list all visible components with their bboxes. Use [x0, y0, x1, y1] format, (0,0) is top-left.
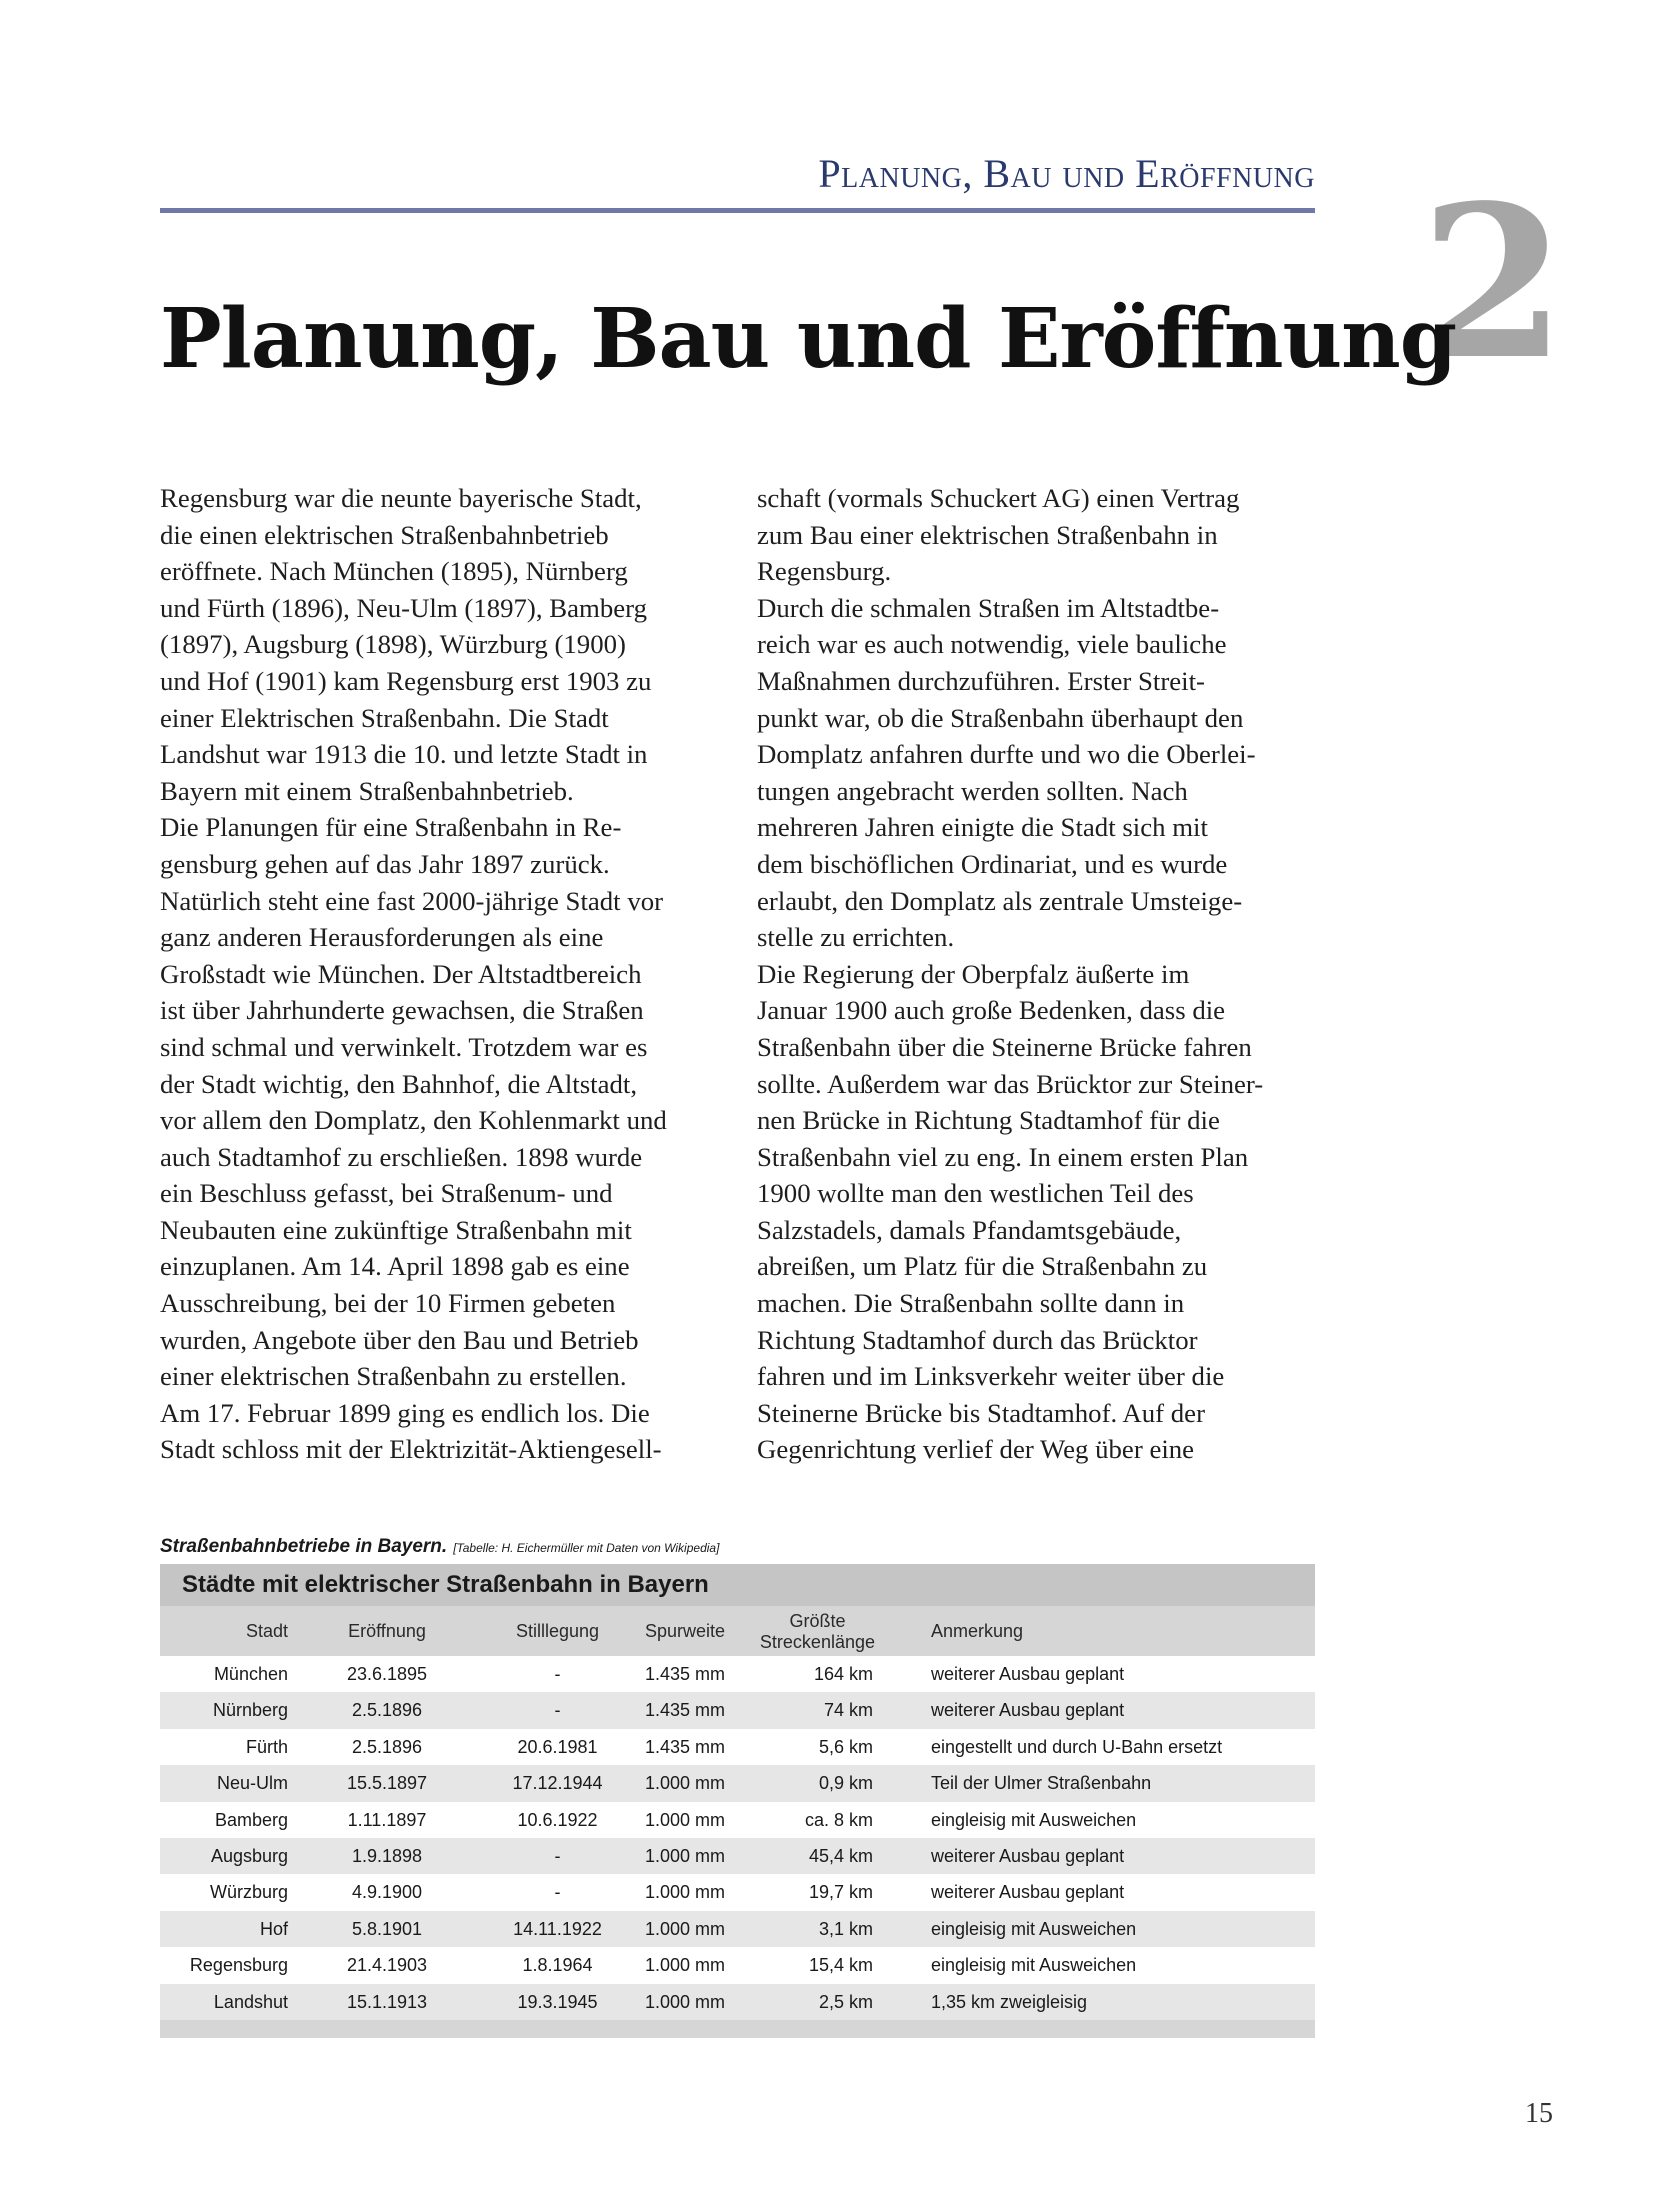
cell-eroeffnung: 2.5.1896 [351, 1700, 423, 1721]
cell-laenge: 164 km [813, 1664, 873, 1684]
body-text-line: Straßenbahn viel zu eng. In einem ersten Plan [757, 1141, 1249, 1172]
body-text-line: mehreren Jahren einigte die Stadt sich mit [757, 812, 1208, 843]
body-text-line: schaft (vormals Schuckert AG) einen Vertrag [757, 483, 1240, 513]
cell-stilllegung: 19.3.1945 [517, 1991, 598, 2012]
cell-laenge: 74 km [823, 1700, 873, 1721]
cell-stadt: Fürth [245, 1736, 288, 1757]
cell-spurweite: 1.000 mm [644, 1773, 726, 1794]
table-row [160, 1729, 1315, 1765]
cell-laenge: 19,7 km [808, 1882, 873, 1903]
cell-spurweite: 1.000 mm [644, 1991, 726, 2012]
body-text-line: machen. Die Straßenbahn sollte dann in [757, 1288, 1185, 1319]
body-text-line: gensburg gehen auf das Jahr 1897 zurück. [160, 848, 610, 879]
cell-spurweite: 1.435 mm [644, 1736, 726, 1757]
cell-anmerkung: 1,35 km zweigleisig [931, 1991, 1088, 2012]
cell-stadt: Nürnberg [212, 1700, 288, 1721]
body-text-line: einer Elektrischen Straßenbahn. Die Stadt [160, 702, 609, 733]
body-text-line: sollte. Außerdem war das Brücktor zur Steiner- [757, 1068, 1264, 1099]
table-caption [160, 1536, 719, 1558]
header-streckenlaenge-line2: Streckenlänge [759, 1632, 875, 1652]
cell-spurweite: 1.000 mm [644, 1918, 726, 1939]
body-text-line: Am 17. Februar 1899 ging es endlich los. Die [160, 1397, 650, 1428]
cell-stadt: Hof [259, 1918, 288, 1939]
body-text-line: Natürlich steht eine fast 2000-jährige Stadt vor [160, 885, 664, 916]
cell-anmerkung: eingleisig mit Ausweichen [931, 1809, 1137, 1830]
table-row [160, 1911, 1315, 1947]
body-text-line: Regensburg. [757, 556, 892, 587]
body-text-line: ein Beschluss gefasst, bei Straßenum- und [160, 1178, 613, 1209]
table-row [160, 1765, 1315, 1801]
cell-spurweite: 1.000 mm [644, 1845, 726, 1866]
cell-stilllegung: - [554, 1845, 561, 1866]
cell-stilllegung: - [554, 1700, 561, 1721]
body-text-line: reich war es auch notwendig, viele bauliche [757, 629, 1227, 660]
body-text-line: eröffnete. Nach München (1895), Nürnberg [160, 556, 628, 587]
body-text-line: Durch die schmalen Straßen im Altstadtbe- [757, 592, 1220, 623]
header-anmerkung: Anmerkung [931, 1621, 1024, 1641]
body-text-line: Die Regierung der Oberpfalz äußerte im [757, 958, 1190, 989]
header-streckenlaenge [760, 1611, 875, 1653]
body-text-line: vor allem den Domplatz, den Kohlenmarkt und [160, 1105, 667, 1136]
body-text-line: Neubauten eine zukünftige Straßenbahn mit [160, 1214, 632, 1245]
cell-stadt: Landshut [213, 1991, 288, 2012]
cell-spurweite: 1.000 mm [644, 1882, 726, 1903]
cell-spurweite: 1.435 mm [644, 1664, 726, 1684]
body-text-line: dem bischöflichen Ordinariat, und es wurde [757, 848, 1228, 879]
cell-eroeffnung: 5.8.1901 [351, 1918, 423, 1939]
cell-anmerkung: eingleisig mit Ausweichen [931, 1955, 1137, 1976]
body-text-line: ist über Jahrhunderte gewachsen, die Straßen [160, 995, 644, 1026]
body-text-line: abreißen, um Platz für die Straßenbahn zu [757, 1251, 1208, 1282]
body-text-line: Steinerne Brücke bis Stadtamhof. Auf der [757, 1397, 1205, 1428]
body-text-line: Maßnahmen durchzuführen. Erster Streit- [757, 665, 1205, 696]
table-caption-source: [Tabelle: H. Eichermüller mit Daten von Wikipedia] [453, 1541, 720, 1555]
cell-stilllegung: 20.6.1981 [517, 1736, 598, 1757]
table-header-row [160, 1606, 1315, 1656]
body-text-line: und Hof (1901) kam Regensburg erst 1903 zu [160, 665, 652, 696]
cell-anmerkung: Teil der Ulmer Straßenbahn [931, 1773, 1152, 1794]
body-text-line: Straßenbahn über die Steinerne Brücke fahren [757, 1031, 1252, 1062]
cell-spurweite: 1.000 mm [644, 1809, 726, 1830]
cell-spurweite: 1.435 mm [644, 1700, 726, 1721]
cell-stilllegung: 17.12.1944 [512, 1773, 603, 1794]
body-text-line: auch Stadtamhof zu erschließen. 1898 wurde [160, 1141, 643, 1172]
body-text-line: ganz anderen Herausforderungen als eine [160, 922, 604, 953]
cell-eroeffnung: 15.5.1897 [346, 1773, 428, 1794]
body-text-line: Domplatz anfahren durfte und wo die Oberlei- [757, 739, 1256, 770]
cell-stilllegung: 14.11.1922 [513, 1918, 602, 1939]
cell-eroeffnung: 4.9.1900 [351, 1882, 423, 1903]
body-text-line: Januar 1900 auch große Bedenken, dass die [757, 995, 1226, 1026]
cell-spurweite: 1.000 mm [644, 1955, 726, 1976]
header-eroeffnung: Eröffnung [348, 1621, 426, 1641]
cell-stadt: Augsburg [210, 1845, 288, 1866]
table-row [160, 1947, 1315, 1983]
cell-stadt: München [213, 1664, 288, 1684]
cell-stilllegung: - [554, 1882, 561, 1903]
cell-stadt: Regensburg [189, 1955, 288, 1976]
cell-laenge: 45,4 km [808, 1845, 873, 1866]
body-text-line: einzuplanen. Am 14. April 1898 gab es eine [160, 1251, 630, 1282]
body-text-line: nen Brücke in Richtung Stadtamhof für die [757, 1105, 1220, 1136]
cell-eroeffnung: 21.4.1903 [346, 1955, 428, 1976]
body-text-line: Richtung Stadtamhof durch das Brücktor [757, 1324, 1198, 1355]
body-text-line: der Stadt wichtig, den Bahnhof, die Altstadt, [160, 1068, 638, 1099]
body-text-line: und Fürth (1896), Neu-Ulm (1897), Bamberg [160, 592, 647, 623]
table-row [160, 1692, 1315, 1728]
cell-stadt: Neu-Ulm [216, 1773, 288, 1794]
table-row [160, 1874, 1315, 1910]
cell-laenge: 3,1 km [818, 1918, 873, 1939]
header-spurweite: Spurweite [644, 1621, 726, 1641]
cell-eroeffnung: 23.6.1895 [346, 1664, 428, 1684]
cell-anmerkung: eingleisig mit Ausweichen [931, 1918, 1137, 1939]
tram-cities-table [160, 1564, 1315, 2038]
table-row [160, 1984, 1315, 2020]
table-row [160, 1656, 1315, 1692]
cell-stilllegung: - [554, 1664, 561, 1684]
cell-anmerkung: eingestellt und durch U-Bahn ersetzt [931, 1736, 1223, 1757]
body-text-line: einer elektrischen Straßenbahn zu erstellen. [160, 1361, 627, 1392]
header-rule [160, 208, 1315, 213]
body-text-line: 1900 wollte man den westlichen Teil des [757, 1178, 1194, 1209]
cell-anmerkung: weiterer Ausbau geplant [931, 1845, 1125, 1866]
cell-eroeffnung: 1.9.1898 [351, 1845, 423, 1866]
body-text-line: stelle zu errichten. [757, 922, 955, 953]
cell-stilllegung: 1.8.1964 [522, 1955, 593, 1976]
cell-stilllegung: 10.6.1922 [517, 1809, 598, 1830]
page-number: 15 [1525, 2098, 1553, 2129]
body-text-line: punkt war, ob die Straßenbahn überhaupt den [757, 702, 1244, 733]
cell-anmerkung: weiterer Ausbau geplant [931, 1882, 1125, 1903]
body-text-line: Die Planungen für eine Straßenbahn in Re- [160, 812, 622, 843]
body-text-line: Gegenrichtung verlief der Weg über eine [757, 1434, 1195, 1465]
cell-laenge: 5,6 km [818, 1736, 873, 1757]
body-text-line: fahren und im Linksverkehr weiter über die [757, 1361, 1225, 1392]
body-text-line: Regensburg war die neunte bayerische Stadt, [160, 483, 642, 513]
body-text-line: Ausschreibung, bei der 10 Firmen gebeten [160, 1288, 616, 1319]
table-row [160, 1802, 1315, 1838]
page-title: Planung, Bau und Eröffnung [160, 291, 1457, 387]
cell-eroeffnung: 15.1.1913 [346, 1991, 428, 2012]
cell-laenge: 15,4 km [808, 1955, 873, 1976]
cell-anmerkung: weiterer Ausbau geplant [931, 1664, 1125, 1684]
body-text-line: Salzstadels, damals Pfandamtsgebäude, [757, 1214, 1182, 1245]
cell-stadt: Würzburg [209, 1882, 288, 1903]
body-text-line: zum Bau einer elektrischen Straßenbahn in [757, 519, 1218, 550]
table-body [160, 1656, 1315, 2020]
cell-laenge: 0,9 km [818, 1773, 873, 1794]
chapter-number: 2 [1420, 159, 1567, 406]
body-text-line: Großstadt wie München. Der Altstadtbereich [160, 958, 642, 989]
running-head: Planung, Bau und Eröffnung [818, 151, 1315, 196]
body-text-line: tungen angebracht werden sollten. Nach [757, 775, 1188, 806]
cell-stadt: Bamberg [214, 1809, 288, 1830]
body-text-line: sind schmal und verwinkelt. Trotzdem war es [160, 1031, 648, 1062]
table-caption-title: Straßenbahnbetriebe in Bayern. [160, 1536, 448, 1557]
body-column-right [757, 480, 1327, 1468]
body-text-line: die einen elektrischen Straßenbahnbetrieb [160, 519, 609, 550]
cell-anmerkung: weiterer Ausbau geplant [931, 1700, 1125, 1721]
body-text-line: Stadt schloss mit der Elektrizität-Aktiengesell- [160, 1434, 662, 1465]
cell-laenge: 2,5 km [818, 1991, 873, 2012]
body-text-line: (1897), Augsburg (1898), Würzburg (1900) [160, 629, 626, 660]
cell-eroeffnung: 2.5.1896 [351, 1736, 423, 1757]
body-text-line: wurden, Angebote über den Bau und Betrieb [160, 1324, 639, 1355]
body-column-left [160, 480, 730, 1468]
table-row [160, 1838, 1315, 1874]
table-title: Städte mit elektrischer Straßenbahn in Bayern [160, 1564, 1315, 1606]
header-stilllegung: Stilllegung [515, 1621, 600, 1641]
body-text-line: Bayern mit einem Straßenbahnbetrieb. [160, 775, 574, 806]
cell-laenge: ca. 8 km [804, 1809, 873, 1830]
header-stadt: Stadt [245, 1621, 288, 1641]
header-streckenlaenge-line1: Größte [789, 1611, 846, 1631]
body-text-line: erlaubt, den Domplatz als zentrale Umsteige- [757, 885, 1243, 916]
cell-eroeffnung: 1.11.1897 [347, 1809, 427, 1830]
body-text-line: Landshut war 1913 die 10. und letzte Stadt in [160, 739, 648, 770]
